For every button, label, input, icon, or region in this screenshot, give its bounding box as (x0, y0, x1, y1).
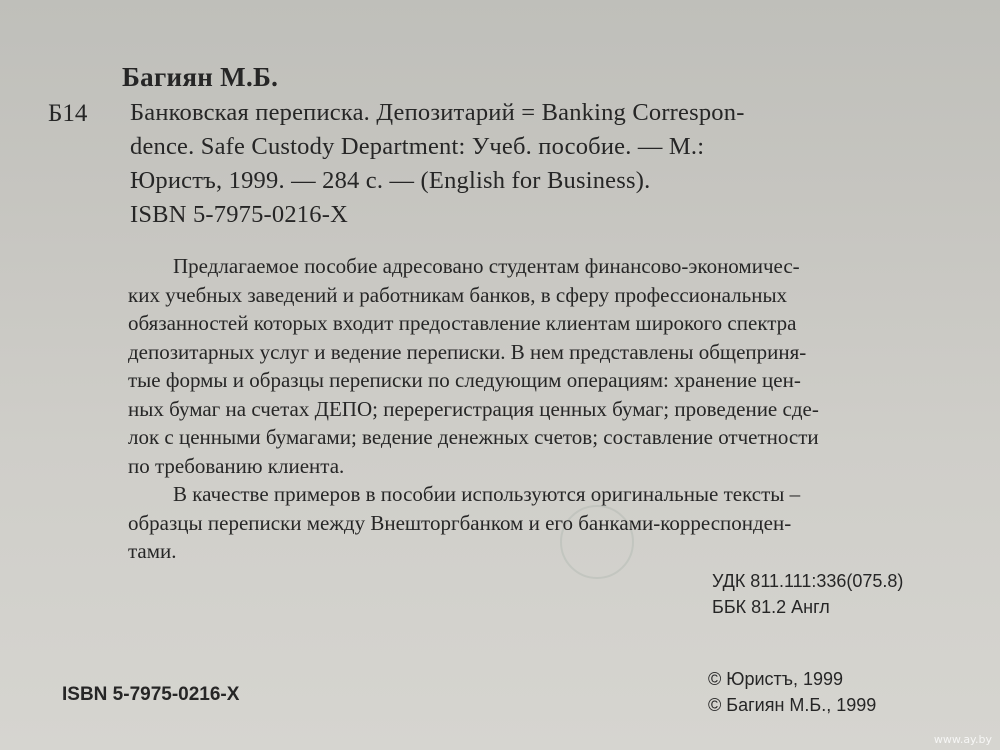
abstract-line: Предлагаемое пособие адресовано студентам финансово-экономичес- (173, 254, 800, 278)
abstract-line: лок с ценными бумагами; ведение денежных счетов; составление отчетности (128, 425, 819, 449)
copyright-block (708, 666, 876, 718)
copyright-line: © Багиян М.Б., 1999 (708, 695, 877, 715)
bbk-code: ББК 81.2 Англ (712, 597, 830, 617)
abstract-line: В качестве примеров в пособии используются оригинальные тексты – (173, 482, 801, 506)
abstract (128, 252, 988, 566)
site-watermark: www.ay.by (933, 733, 992, 746)
abstract-line: депозитарных услуг и ведение переписки. В нем представлены общеприня- (128, 339, 807, 364)
biblio-line: ISBN 5-7975-0216-X (130, 201, 348, 228)
isbn-footer: ISBN 5-7975-0216-X (62, 684, 240, 705)
abstract-line: по требованию клиента. (128, 453, 345, 478)
bibliographic-description (130, 96, 990, 232)
abstract-line: образцы переписки между Внешторгбанком и его банками-корреспонден- (128, 510, 792, 535)
copyright-line: © Юристъ, 1999 (708, 669, 844, 689)
abstract-line: тами. (128, 539, 177, 563)
library-code: Б14 (48, 100, 88, 127)
udk-code: УДК 811.111:336(075.8) (712, 571, 904, 591)
classification-codes (712, 568, 903, 620)
abstract-line: тые формы и образцы переписки по следующим операциям: хранение цен- (128, 368, 801, 392)
biblio-line: Юристъ, 1999. — 284 с. — (English for Business). (130, 167, 651, 194)
author-name: Багиян М.Б. (122, 62, 279, 92)
abstract-line: ких учебных заведений и работникам банков, в сферу профессиональных (128, 282, 788, 307)
abstract-line: обязанностей которых входит предоставление клиентам широкого спектра (128, 311, 797, 335)
abstract-line: ных бумаг на счетах ДЕПО; перерегистрация ценных бумаг; проведение сде- (128, 396, 819, 421)
biblio-line: Банковская переписка. Депозитарий = Banking Correspon- (130, 99, 745, 126)
biblio-line: dence. Safe Custody Department: Учеб. пособие. — М.: (130, 133, 705, 160)
